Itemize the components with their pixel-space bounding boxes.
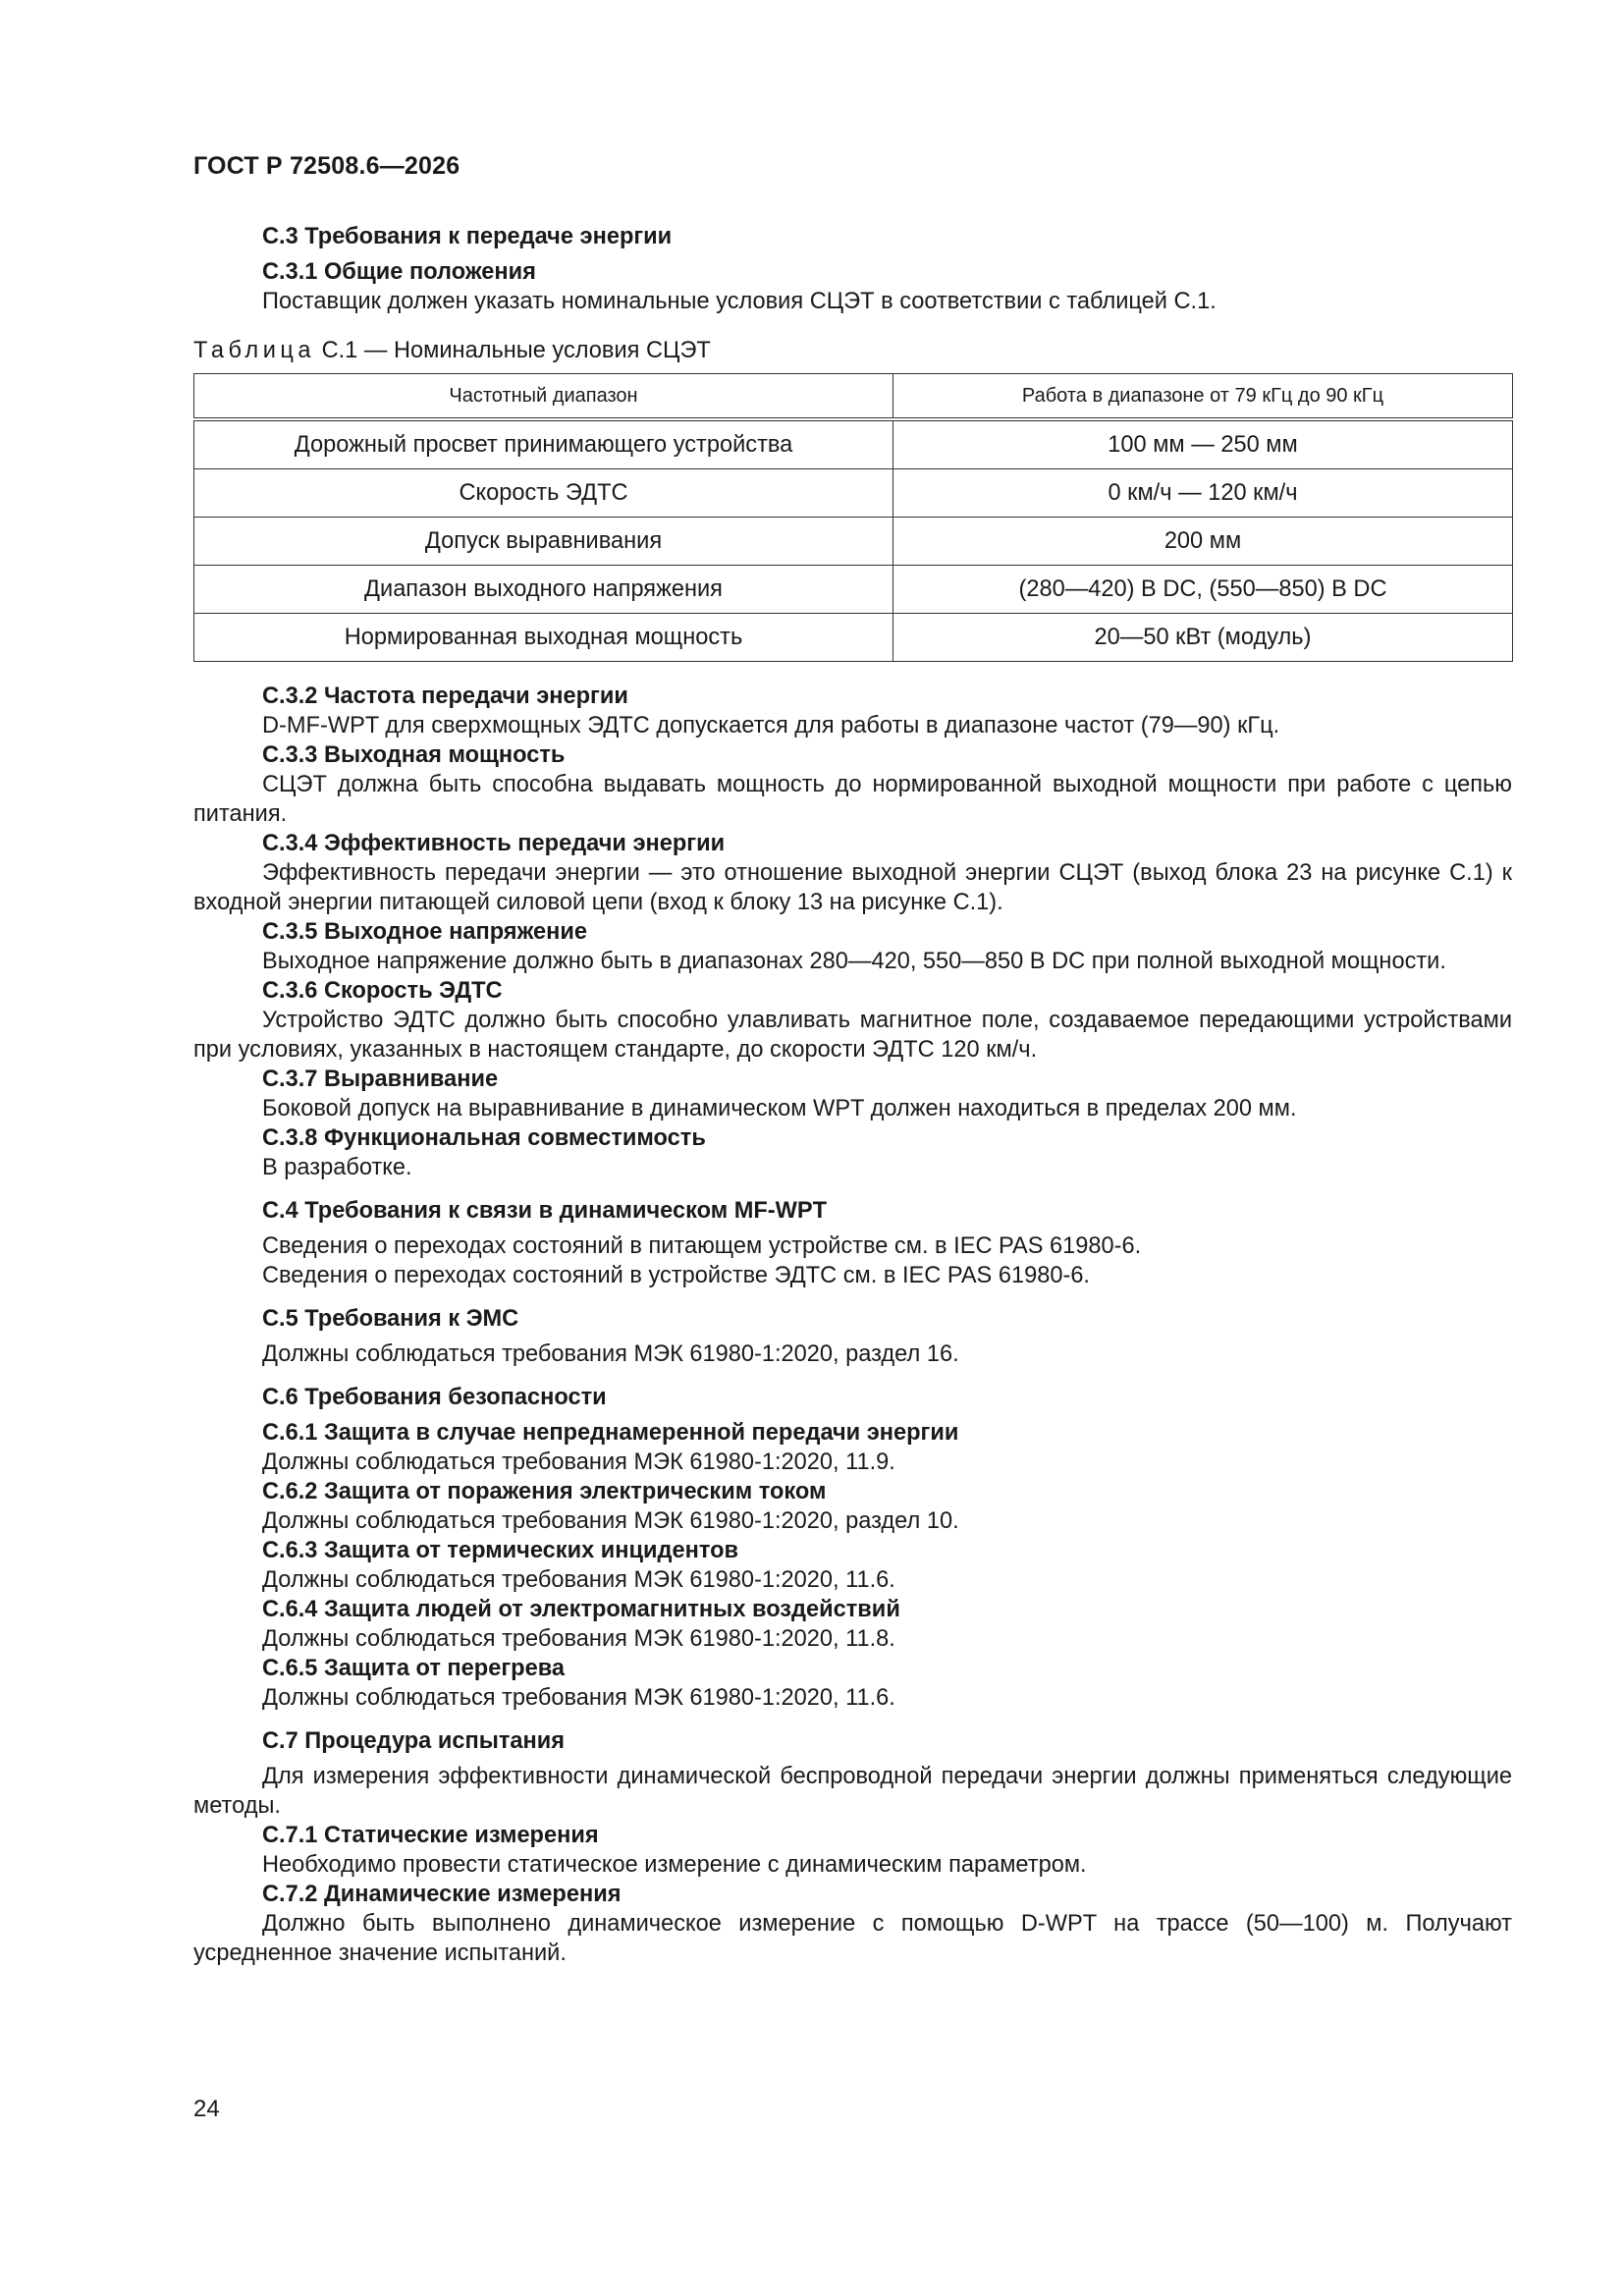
section-c71-text: Необходимо провести статическое измерение с динамическим параметром. (262, 1852, 1087, 1878)
section-c4-text-1: Сведения о переходах состояний в питающем устройстве см. в IEC PAS 61980-6. (262, 1233, 1142, 1259)
section-c65-heading: С.6.5 Защита от перегрева (262, 1656, 566, 1681)
section-c31-text: Поставщик должен указать номинальные условия СЦЭТ в соответствии с таблицей С.1. (262, 289, 1217, 314)
nominal-conditions-table (193, 373, 1513, 662)
table-cell: Диапазон выходного напряжения (194, 566, 893, 614)
section-c64-text: Должны соблюдаться требования МЭК 61980-1:2020, 11.8. (262, 1626, 895, 1652)
section-c33-text: СЦЭТ должна быть способна выдавать мощность до нормированной выходной мощности при работе с цепью питания. (193, 772, 1512, 827)
table-caption (193, 336, 1512, 365)
table-row (194, 419, 1513, 469)
table-caption-word: Таблица (193, 338, 316, 363)
section-c37-text: Боковой допуск на выравнивание в динамическом WPT должен находиться в пределах 200 мм. (262, 1096, 1297, 1121)
table-cell: 200 мм (893, 518, 1513, 566)
section-c61-text: Должны соблюдаться требования МЭК 61980-1:2020, 11.9. (262, 1449, 895, 1475)
section-c36-heading: С.3.6 Скорость ЭДТС (262, 978, 503, 1004)
section-c35-text: Выходное напряжение должно быть в диапазонах 280—420, 550—850 В DC при полной выходной мощности. (262, 949, 1446, 974)
section-c4-text-2: Сведения о переходах состояний в устройстве ЭДТС см. в IEC PAS 61980-6. (262, 1263, 1090, 1288)
section-c62-text: Должны соблюдаться требования МЭК 61980-1:2020, раздел 10. (262, 1508, 959, 1534)
page-content (193, 222, 1512, 1968)
section-c34-text: Эффективность передачи энергии — это отношение выходной энергии СЦЭТ (выход блока 23 на рисунке С.1) к входной энергии питающей силовой цепи (вход к блоку 13 на рисунке С.1). (193, 860, 1512, 915)
section-c6-heading: С.6 Требования безопасности (262, 1385, 607, 1410)
table-cell: 0 км/ч — 120 км/ч (893, 469, 1513, 518)
table-row (194, 469, 1513, 518)
section-c5-heading: С.5 Требования к ЭМС (262, 1306, 519, 1332)
section-c64-heading: С.6.4 Защита людей от электромагнитных воздействий (262, 1597, 900, 1622)
table-cell: 100 мм — 250 мм (893, 419, 1513, 469)
table-cell: Нормированная выходная мощность (194, 614, 893, 662)
table-header-row (194, 374, 1513, 420)
section-c35-heading: С.3.5 Выходное напряжение (262, 919, 587, 945)
section-c7-heading: С.7 Процедура испытания (262, 1728, 566, 1754)
section-c3-heading: С.3 Требования к передаче энергии (262, 224, 673, 249)
table-caption-title: С.1 — Номинальные условия СЦЭТ (315, 338, 711, 363)
table-cell: Скорость ЭДТС (194, 469, 893, 518)
table-row (194, 614, 1513, 662)
section-c62-heading: С.6.2 Защита от поражения электрическим током (262, 1479, 827, 1504)
section-c65-text: Должны соблюдаться требования МЭК 61980-1:2020, 11.6. (262, 1685, 895, 1711)
table-row (194, 518, 1513, 566)
section-c71-heading: С.7.1 Статические измерения (262, 1823, 599, 1848)
section-c5-text: Должны соблюдаться требования МЭК 61980-1:2020, раздел 16. (262, 1341, 959, 1367)
section-c38-text: В разработке. (262, 1155, 412, 1180)
section-c63-heading: С.6.3 Защита от термических инцидентов (262, 1538, 739, 1563)
section-c38-heading: С.3.8 Функциональная совместимость (262, 1125, 706, 1151)
section-c61-heading: С.6.1 Защита в случае непреднамеренной передачи энергии (262, 1420, 959, 1446)
table-cell: (280—420) В DC, (550—850) В DC (893, 566, 1513, 614)
section-c32-heading: С.3.2 Частота передачи энергии (262, 683, 628, 709)
section-c7-text: Для измерения эффективности динамической беспроводной передачи энергии должны применяться следующие методы. (193, 1764, 1512, 1819)
section-c34-heading: С.3.4 Эффективность передачи энергии (262, 831, 726, 856)
section-c31-heading: С.3.1 Общие положения (262, 259, 536, 285)
section-c4-heading: С.4 Требования к связи в динамическом MF-WPT (262, 1198, 828, 1224)
table-header-cell: Работа в диапазоне от 79 кГц до 90 кГц (893, 374, 1513, 420)
page-number: 24 (193, 2096, 220, 2122)
section-c33-heading: С.3.3 Выходная мощность (262, 742, 566, 768)
table-header-cell: Частотный диапазон (194, 374, 893, 420)
table-cell: 20—50 кВт (модуль) (893, 614, 1513, 662)
table-cell: Дорожный просвет принимающего устройства (194, 419, 893, 469)
document-id-header: ГОСТ Р 72508.6—2026 (193, 152, 460, 180)
section-c36-text: Устройство ЭДТС должно быть способно улавливать магнитное поле, создаваемое передающими устройствами при условиях, указанных в настоящем стандарте, до скорости ЭДТС 120 км/ч. (193, 1008, 1512, 1063)
section-c72-text: Должно быть выполнено динамическое измерение с помощью D-WPT на трассе (50—100) м. Получают усредненное значение испытаний. (193, 1911, 1512, 1966)
section-c72-heading: С.7.2 Динамические измерения (262, 1882, 622, 1907)
table-cell: Допуск выравнивания (194, 518, 893, 566)
section-c63-text: Должны соблюдаться требования МЭК 61980-1:2020, 11.6. (262, 1567, 895, 1593)
section-c32-text: D-MF-WPT для сверхмощных ЭДТС допускается для работы в диапазоне частот (79—90) кГц. (262, 713, 1280, 738)
table-row (194, 566, 1513, 614)
section-c37-heading: С.3.7 Выравнивание (262, 1066, 499, 1092)
